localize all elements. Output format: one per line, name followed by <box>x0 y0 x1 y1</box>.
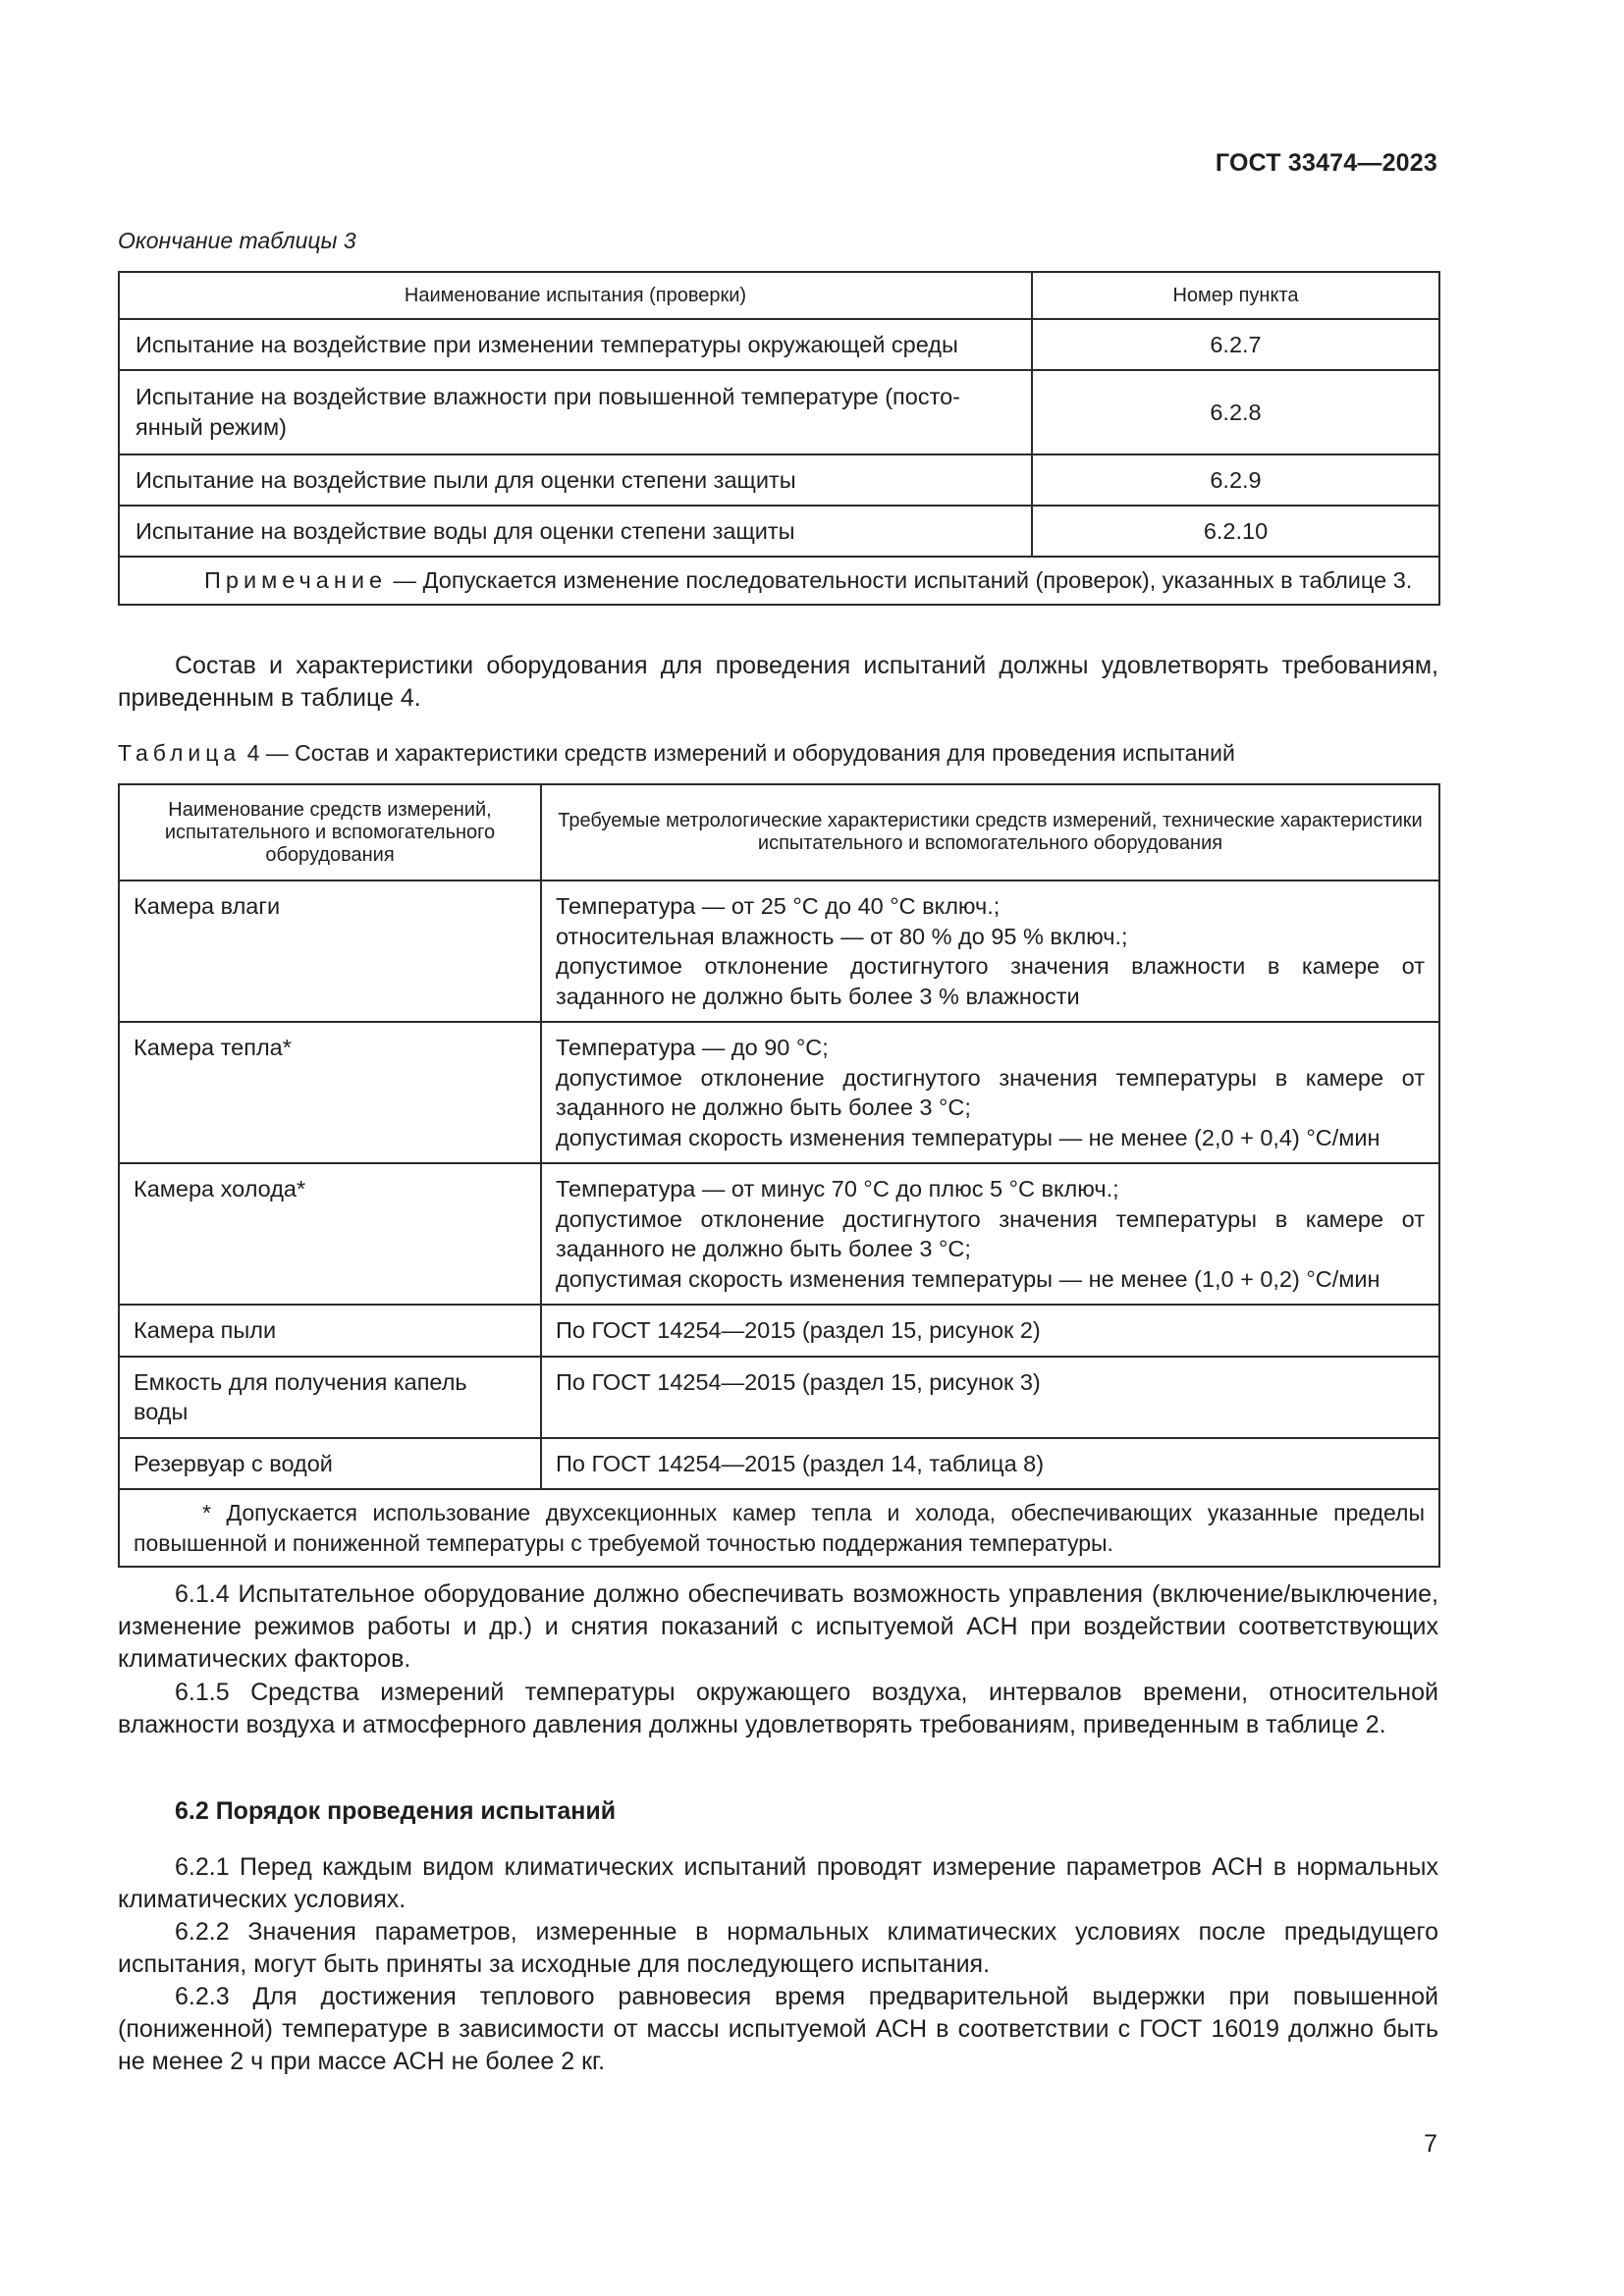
document-id: ГОСТ 33474—2023 <box>1215 149 1437 177</box>
table-header-row <box>119 272 1439 319</box>
note-text: — Допускается изменение последовательности испытаний (проверок), указанных в таблице 3. <box>387 567 1413 593</box>
table-row <box>119 1305 1439 1357</box>
column-header: Номер пункта <box>1032 272 1439 319</box>
page-number: 7 <box>1424 2130 1437 2158</box>
characteristics-cell <box>541 1305 1439 1357</box>
table-footnote-row <box>119 1489 1439 1567</box>
table-row <box>119 454 1439 506</box>
characteristics-line: Температура — до 90 °С; <box>556 1035 829 1060</box>
table-row <box>119 506 1439 557</box>
column-header: Наименование испытания (проверки) <box>119 272 1032 319</box>
table-row <box>119 1438 1439 1490</box>
characteristics-line: По ГОСТ 14254—2015 (раздел 15, рисунок 2) <box>556 1317 1041 1343</box>
paragraph-6-2-1: 6.2.1 Перед каждым видом климатических испытаний проводят измерение параметров АСН в нормальных климатических условиях. <box>118 1853 1438 1913</box>
characteristics-line: допустимое отклонение достигнутого значения температуры в камере от заданного не должно быть более 3 °С; <box>556 1064 1425 1120</box>
characteristics-line: По ГОСТ 14254—2015 (раздел 14, таблица 8) <box>556 1450 1045 1476</box>
section-heading: 6.2 Порядок проведения испытаний <box>175 1797 617 1825</box>
characteristics-cell <box>541 1163 1439 1305</box>
characteristics-cell <box>541 881 1439 1022</box>
table-row <box>119 1022 1439 1163</box>
column-header: Требуемые метрологические характеристики средств измерений, технические характеристики испытательного и вспомогательного оборудования <box>541 784 1439 881</box>
equipment-name-cell: Камера тепла* <box>119 1022 541 1163</box>
paragraph-6-1-5: 6.1.5 Средства измерений температуры окружающего воздуха, интервалов времени, относительной влажности воздуха и атмосферного давления должны удовлетворять требованиям, приведенным в таблице 2. <box>118 1679 1438 1738</box>
test-name-cell: Испытание на воздействие влажности при повышенной температуре (посто-янный режим) <box>119 370 1032 454</box>
note-label: Примечание <box>204 567 388 593</box>
characteristics-line: относительная влажность — от 80 % до 95 % включ.; <box>556 923 1128 949</box>
table3 <box>118 271 1440 606</box>
table4-caption <box>118 740 1235 767</box>
table-row <box>119 370 1439 454</box>
paragraph-6-1-4: 6.1.4 Испытательное оборудование должно обеспечивать возможность управления (включение/выключение, изменение режимов работы и др.) и снятия показаний с испытуемой АСН при воздействии соответствующих климатических факторов. <box>118 1580 1438 1673</box>
column-header: Наименование средств измерений, испытательного и вспомогательного оборудования <box>119 784 541 881</box>
equipment-name-cell: Камера холода* <box>119 1163 541 1305</box>
equipment-name-cell: Емкость для получения капель воды <box>119 1357 541 1438</box>
table-row <box>119 1357 1439 1438</box>
clause-number-cell: 6.2.7 <box>1032 319 1439 370</box>
table-row <box>119 319 1439 370</box>
characteristics-cell <box>541 1357 1439 1438</box>
table3-caption: Окончание таблицы 3 <box>118 228 356 253</box>
equipment-name-cell: Камера пыли <box>119 1305 541 1357</box>
table-header-row <box>119 784 1439 881</box>
paragraph-6-2-3: 6.2.3 Для достижения теплового равновесия время предварительной выдержки при повышенной (пониженной) температуре в зависимости от массы испытуемой АСН в соответствии с ГОСТ 16019 должно быть не менее 2 ч при массе АСН не более 2 кг. <box>118 1983 1438 2075</box>
characteristics-line: По ГОСТ 14254—2015 (раздел 15, рисунок 3) <box>556 1368 1041 1395</box>
characteristics-line: допустимая скорость изменения температуры — не менее (2,0 + 0,4) °С/мин <box>556 1124 1380 1150</box>
characteristics-line: Температура — от минус 70 °С до плюс 5 °С включ.; <box>556 1176 1119 1201</box>
table-footnote: * Допускается использование двухсекционных камер тепла и холода, обеспечивающих указанные пределы повышенной и пониженной температуры с требуемой точностью поддержания температуры. <box>119 1489 1439 1567</box>
test-name-cell: Испытание на воздействие воды для оценки степени защиты <box>119 506 1032 557</box>
table-note <box>119 557 1439 605</box>
characteristics-line: допустимая скорость изменения температуры — не менее (1,0 + 0,2) °С/мин <box>556 1265 1380 1292</box>
table-note-row <box>119 557 1439 605</box>
paragraph-intro: Состав и характеристики оборудования для проведения испытаний должны удовлетворять требованиям, приведенным в таблице 4. <box>118 652 1438 712</box>
equipment-name-cell: Камера влаги <box>119 881 541 1022</box>
table-row <box>119 1163 1439 1305</box>
table-row <box>119 881 1439 1022</box>
table4 <box>118 783 1440 1568</box>
table4-caption-text: 4 — Состав и характеристики средств измерений и оборудования для проведения испытаний <box>241 740 1235 766</box>
characteristics-cell <box>541 1022 1439 1163</box>
paragraph-6-2-2: 6.2.2 Значения параметров, измеренные в нормальных климатических условиях после предыдущего испытания, могут быть приняты за исходные для последующего испытания. <box>118 1918 1438 1978</box>
characteristics-cell <box>541 1438 1439 1490</box>
clause-number-cell: 6.2.8 <box>1032 370 1439 454</box>
characteristics-line: Температура — от 25 °С до 40 °С включ.; <box>556 893 1001 919</box>
characteristics-line: допустимое отклонение достигнутого значения влажности в камере от заданного не должно быть более 3 % влажности <box>556 953 1425 1009</box>
test-name-cell: Испытание на воздействие пыли для оценки степени защиты <box>119 454 1032 506</box>
test-name-cell: Испытание на воздействие при изменении температуры окружающей среды <box>119 319 1032 370</box>
characteristics-line: допустимое отклонение достигнутого значения температуры в камере от заданного не должно быть более 3 °С; <box>556 1205 1425 1261</box>
table4-caption-label: Таблица <box>118 740 242 766</box>
clause-number-cell: 6.2.10 <box>1032 506 1439 557</box>
clause-number-cell: 6.2.9 <box>1032 454 1439 506</box>
equipment-name-cell: Резервуар с водой <box>119 1438 541 1490</box>
